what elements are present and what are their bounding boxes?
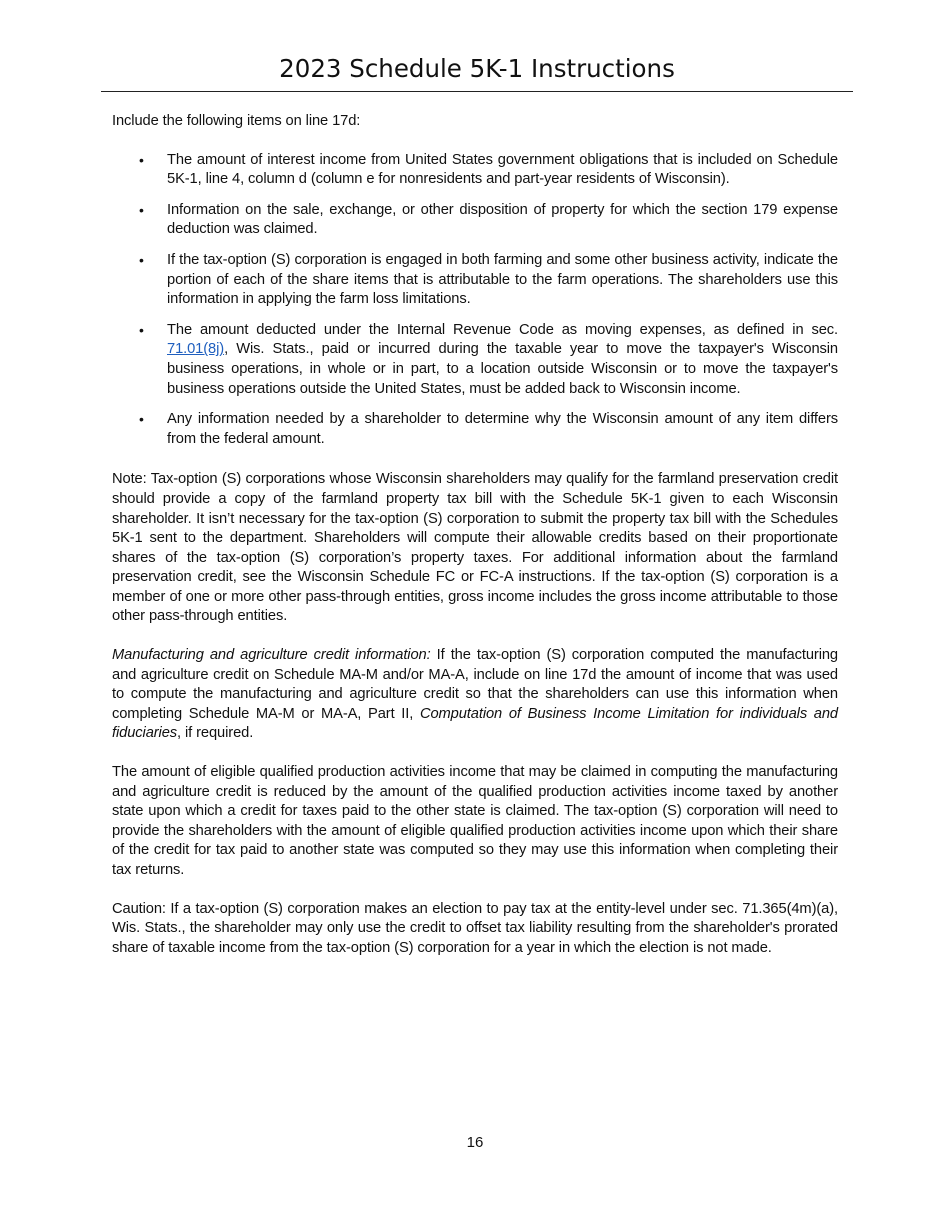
document-body — [112, 112, 838, 958]
list-item-text-before-link: The amount deducted under the Internal Revenue Code as moving expenses, as defined in sec. — [167, 321, 838, 338]
manufacturing-credit-text: If the tax-option (S) corporation computed the manufacturing and agriculture credit on Schedule MA-M and/or MA-A, include on line 17d the amount of income that was used to compute the manufacturing and agriculture credit so that the shareholders can use this information when completing Schedule MA-M or MA-A, Part II, — [112, 647, 838, 722]
bullet-icon: • — [139, 201, 144, 218]
caution-paragraph — [112, 900, 838, 959]
list-item — [112, 251, 838, 310]
page-number: 16 — [466, 1134, 484, 1151]
list-item — [112, 201, 838, 240]
list-item-text: Any information needed by a shareholder to determine why the Wisconsin amount of any item differs from the federal amount. — [167, 411, 838, 447]
bullet-icon: • — [139, 151, 144, 168]
note-text: Tax-option (S) corporations whose Wisconsin shareholders may qualify for the farmland preservation credit should provide a copy of the farmland property tax bill with the Schedule 5K-1 given to each Wisconsin shareholder. It isn’t necessary for the tax-option (S) corporation to submit the property tax bill with the Schedules 5K-1 sent to the department. Shareholders will compute their allowable credits based on their proportionate shares of the tax-option (S) corporation’s property taxes. For additional information about the farmland preservation credit, see the Wisconsin Schedule FC or FC-A instructions. If the tax-option (S) corporation is a member of one or more other pass-through entities, gross income includes the gross income attributable to those other pass-through entities. — [112, 471, 838, 625]
manufacturing-credit-paragraph — [112, 646, 838, 744]
list-item-text-after-link: , Wis. Stats., paid or incurred during the taxable year to move the taxpayer's Wisconsin business operations, in whole or in part, to a location outside Wisconsin or to move the taxpayer's business operations outside the United States, must be added back to Wisconsin income. — [167, 341, 838, 397]
line-17d-item-list — [112, 151, 838, 450]
list-item — [112, 321, 838, 399]
qpai-paragraph: The amount of eligible qualified production activities income that may be claimed in computing the manufacturing and agriculture credit is reduced by the amount of the qualified production activities income taxed by another state upon which a credit for taxes paid to the other state is claimed. The tax-option (S) corporation will need to provide the shareholders with the amount of eligible qualified production activities income upon which their share of the credit for tax paid to another state was computed so they may use this information when completing their tax returns. — [112, 764, 838, 878]
list-item-text: The amount of interest income from United States government obligations that is included on Schedule 5K-1, line 4, column d (column e for nonresidents and part-year residents of Wisconsin). — [167, 151, 838, 188]
computation-title: Computation of Business Income Limitation for individuals and fiduciaries — [112, 705, 839, 742]
caution-text: If a tax-option (S) corporation makes an election to pay tax at the entity-level under sec. 71.365(4m)(a), Wis. Stats., the shareholder may only use the credit to offset tax liability resulting from the shareholder's prorated share of taxable income from the tax-option (S) corporation for a year in which the election is not made. — [112, 900, 838, 956]
list-item-text: Information on the sale, exchange, or other disposition of property for which the section 179 expense deduction was claimed. — [167, 201, 838, 238]
caution-label: Caution: — [112, 900, 166, 917]
note-label: Note: — [112, 471, 147, 488]
bullet-icon: • — [139, 411, 144, 428]
manufacturing-credit-label: Manufacturing and agriculture credit information: — [112, 647, 431, 664]
manufacturing-credit-tail: , if required. — [177, 725, 254, 742]
list-item — [112, 410, 838, 449]
intro-text: Include the following items on line 17d: — [112, 113, 361, 129]
bullet-icon: • — [139, 321, 144, 338]
list-item-text: If the tax-option (S) corporation is engaged in both farming and some other business activity, indicate the portion of each of the share items that is attributable to the farm operations. The shareholders use this information in applying the farm loss limitations. — [167, 251, 838, 308]
note-paragraph — [112, 470, 838, 627]
bullet-icon: • — [139, 251, 144, 268]
page-title: 2023 Schedule 5K-1 Instructions — [101, 53, 853, 92]
list-item — [112, 151, 838, 190]
statute-link-71-01-8j[interactable]: 71.01(8j) — [167, 341, 225, 358]
